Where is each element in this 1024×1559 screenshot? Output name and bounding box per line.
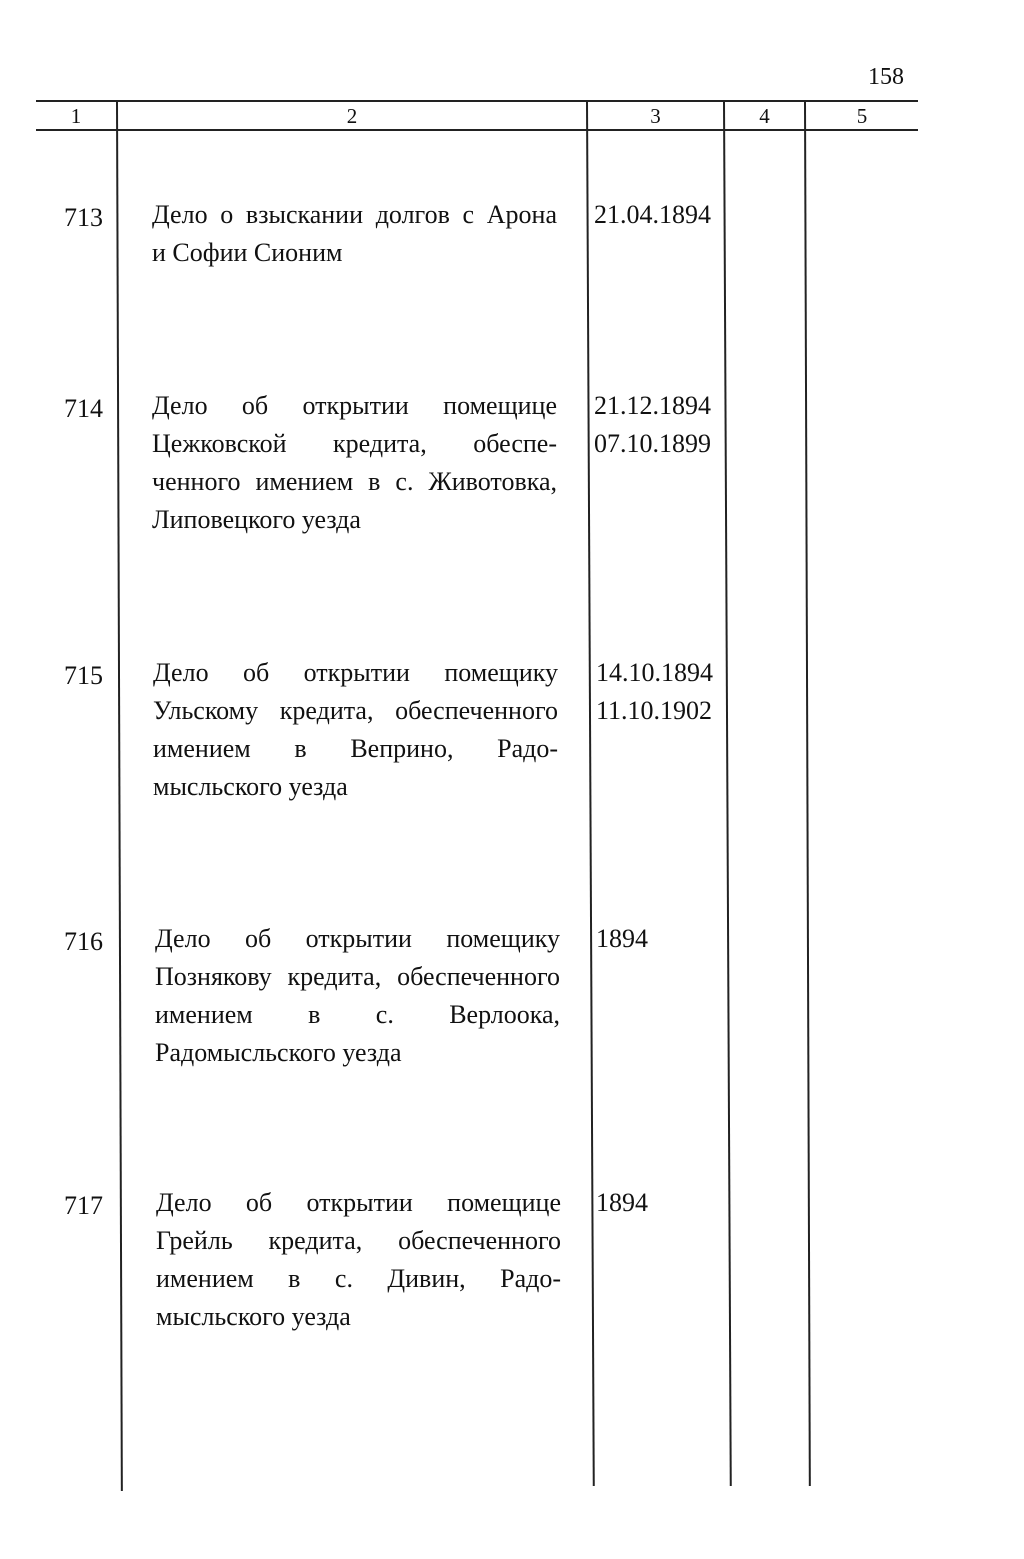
description-line: Липовецкого уезда — [152, 505, 361, 534]
record-dates — [596, 1184, 648, 1222]
description-line: ченного имением в с. Животовка, — [152, 467, 557, 496]
description-line: имением в с. Верлоока, — [155, 1000, 560, 1029]
description-line: имением в Веприно, Радо- — [153, 734, 558, 763]
description-line: Радомысльского уезда — [155, 1038, 402, 1067]
column-divider — [586, 101, 595, 1486]
column-divider — [723, 101, 732, 1486]
date: 14.10.1894 — [596, 658, 713, 687]
record-dates — [594, 387, 711, 463]
description-line: Дело об открытии помещику — [155, 924, 560, 953]
header-col-3: 3 — [650, 104, 661, 128]
record-dates — [596, 654, 713, 730]
header-bottom-rule — [36, 129, 918, 131]
record-number: 717 — [64, 1191, 103, 1220]
description-line: имением в с. Дивин, Радо- — [156, 1264, 561, 1293]
description-line: Ульскому кредита, обеспеченного — [153, 696, 558, 725]
header-col-4: 4 — [759, 104, 770, 128]
description-line: и Софии Сионим — [152, 238, 343, 267]
record-description — [156, 1184, 561, 1336]
description-line: Цежковской кредита, обеспе- — [152, 429, 557, 458]
description-line: мысльского уезда — [156, 1302, 351, 1331]
record-dates — [594, 196, 711, 234]
description-line: Дело об открытии помещице — [152, 391, 557, 420]
record-description — [152, 387, 557, 539]
header-col-5: 5 — [856, 104, 868, 128]
date: 21.12.1894 — [594, 391, 711, 420]
header-col-2: 2 — [346, 104, 358, 128]
date: 1894 — [596, 924, 648, 953]
header-col-1: 1 — [70, 104, 82, 128]
record-description — [155, 920, 560, 1072]
page-number: 158 — [868, 64, 904, 90]
description-line: Дело об открытии помещику — [153, 658, 558, 687]
record-number: 714 — [64, 394, 103, 423]
date: 11.10.1902 — [596, 696, 713, 725]
record-number: 716 — [64, 927, 103, 956]
date: 21.04.1894 — [594, 200, 711, 229]
table-top-rule — [36, 100, 918, 102]
description-line: мысльского уезда — [153, 772, 348, 801]
record-description — [153, 654, 558, 806]
description-line: Дело о взыскании долгов с Арона — [152, 200, 557, 229]
record-dates — [596, 920, 648, 958]
column-divider — [804, 101, 811, 1486]
date: 07.10.1899 — [594, 429, 711, 458]
description-line: Грейль кредита, обеспеченного — [156, 1226, 561, 1255]
record-number: 715 — [64, 661, 103, 690]
description-line: Дело об открытии помещице — [156, 1188, 561, 1217]
description-line: Познякову кредита, обеспеченного — [155, 962, 560, 991]
date: 1894 — [596, 1188, 648, 1217]
record-description — [152, 196, 557, 272]
record-number: 713 — [64, 203, 103, 232]
column-divider — [116, 101, 123, 1491]
